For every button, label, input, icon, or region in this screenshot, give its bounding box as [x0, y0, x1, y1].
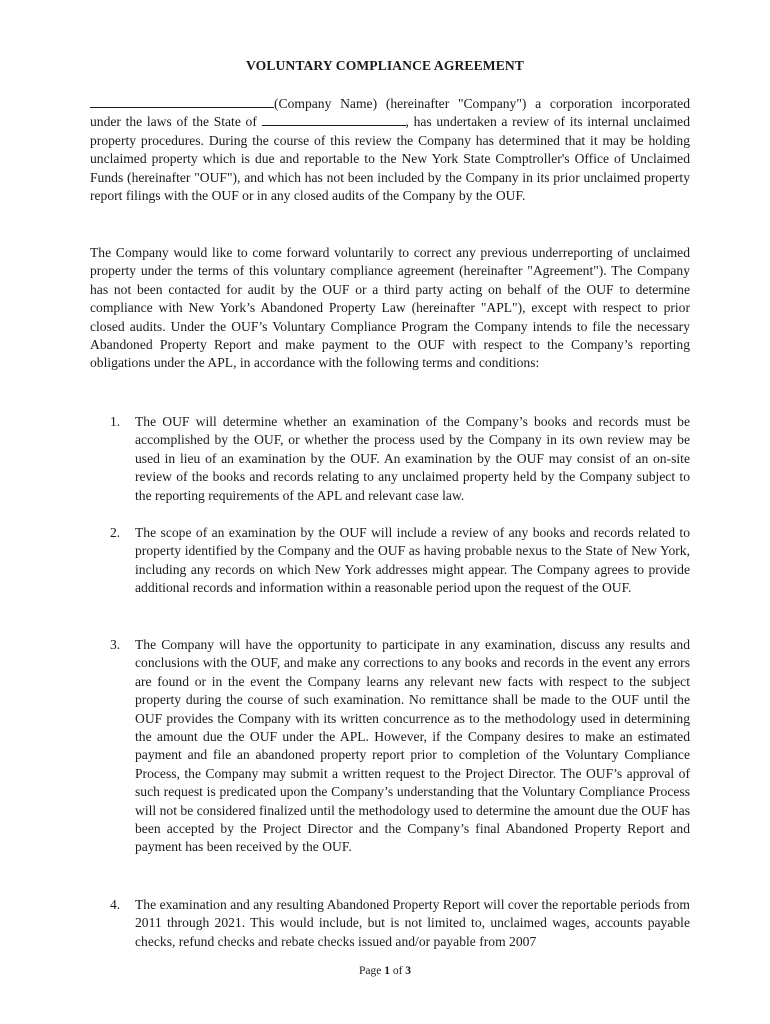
- list-item: The OUF will determine whether an examination of the Company’s books and records must be accomplished by the OUF, or whether the process used by the Company in its own review may be used in lieu of an examination by the OUF. An examination by the OUF may consist of an on-site review of the books and records relating to any unclaimed property held by the Company subject to the reporting requirements of the APL and relevant case law.: [135, 414, 690, 503]
- list-item: The Company will have the opportunity to participate in any examination, discuss any results and conclusions with the OUF, and make any corrections to any books and records in the event any errors are found or in the event the Company learns any relevant new facts with respect to the subject property during the course of such examination. No remittance shall be made to the OUF until the OUF provides the Company with its written concurrence as to the methodology used in determining the amount due the OUF under the APL. However, if the Company desires to make an estimated payment and file an abandoned property report prior to completion of the Voluntary Compliance Process, the Company may submit a written request to the Project Director. The OUF’s approval of such request is predicated upon the Company’s understanding that the Voluntary Compliance Process will not be considered finalized until the methodology used to determine the amount due the OUF has been accepted by the Project Director and the Company’s final Abandoned Property Report and payment has been received by the OUF.: [135, 637, 690, 855]
- page-footer: [0, 965, 770, 977]
- list-item-number: 4.: [110, 897, 121, 912]
- page-current: 1: [384, 965, 390, 977]
- state-blank[interactable]: [262, 113, 406, 126]
- page-total: 3: [405, 965, 412, 977]
- intro-paragraph: [90, 95, 690, 205]
- document-title: VOLUNTARY COMPLIANCE AGREEMENT: [246, 58, 524, 73]
- list-item-number: 2.: [110, 525, 121, 540]
- intro-text-part1: (Company Name) (hereinafter "Company") a corporation incorporated under the laws of the State of: [90, 96, 690, 130]
- paragraph-2: The Company would like to come forward voluntarily to correct any previous underreporting of unclaimed property under the terms of this voluntary compliance agreement (hereinafter "Agreement"). The Company has not been contacted for audit by the OUF or a third party acting on behalf of the OUF to determine compliance with New York’s Abandoned Property Law (hereinafter "APL"), except with respect to prior closed audits. Under the OUF’s Voluntary Compliance Program the Company intends to file the necessary Abandoned Property Report and make payment to the OUF with respect to the Company’s reporting obligations under the APL, in accordance with the following terms and conditions:: [90, 245, 690, 371]
- list-item: The examination and any resulting Abandoned Property Report will cover the reportable periods from 2011 through 2021. This would include, but is not limited to, unclaimed wages, accounts payable checks, refund checks and rebate checks issued and/or payable from 2007: [135, 897, 690, 949]
- page-of: of: [392, 965, 403, 977]
- intro-text-part2: , has undertaken a review of its internal unclaimed property procedures. During the course of this review the Company has determined that it may be holding unclaimed property which is due and reportable to the New York State Comptroller's Office of Unclaimed Funds (hereinafter "OUF"), and which has not been included by the Company in its prior unclaimed property report filings with the OUF or in any closed audits of the Company by the OUF.: [90, 114, 690, 204]
- list-item-number: 3.: [110, 637, 121, 652]
- page-label: Page: [358, 965, 382, 977]
- list-item: The scope of an examination by the OUF will include a review of any books and records related to property identified by the Company and the OUF as having probable nexus to the State of New York, including any records on which New York addresses might appear. The Company agrees to provide additional records and information within a reasonable period upon the request of the OUF.: [135, 525, 690, 596]
- list-item-number: 1.: [110, 414, 121, 429]
- company-name-blank[interactable]: [90, 95, 274, 108]
